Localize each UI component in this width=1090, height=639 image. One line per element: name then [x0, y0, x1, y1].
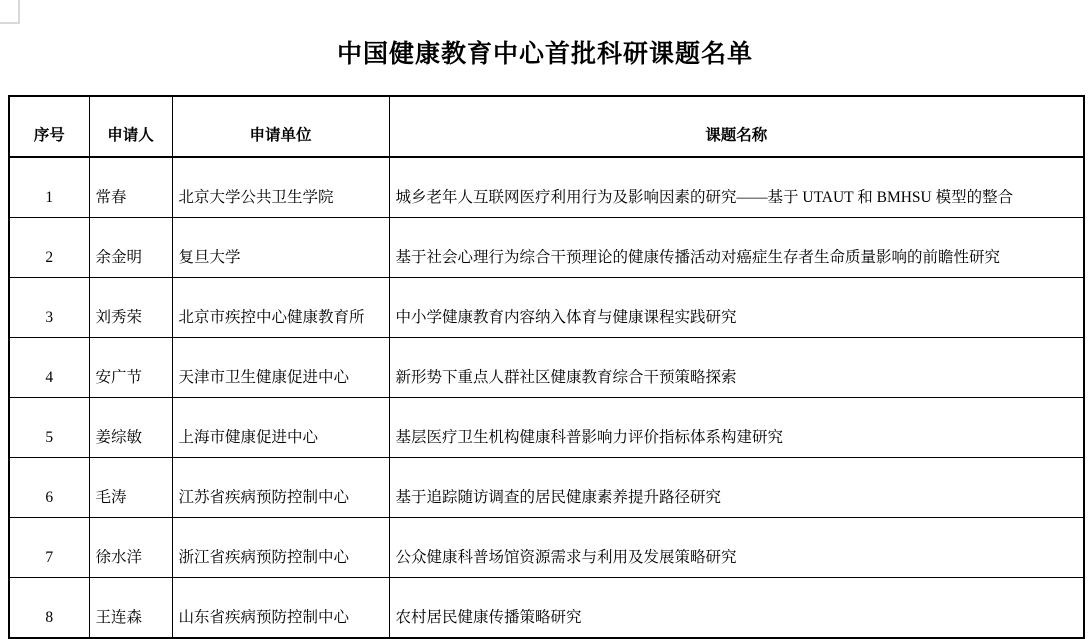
cell-unit: 复旦大学	[172, 218, 389, 278]
cell-unit: 天津市卫生健康促进中心	[172, 338, 389, 398]
table-row	[9, 398, 1084, 458]
cell-project: 基于追踪随访调查的居民健康素养提升路径研究	[389, 458, 1084, 518]
cell-applicant: 姜综敏	[89, 398, 172, 458]
cell-project: 中小学健康教育内容纳入体育与健康课程实践研究	[389, 278, 1084, 338]
cell-unit: 上海市健康促进中心	[172, 398, 389, 458]
cell-no: 1	[9, 157, 89, 218]
column-header-applicant: 申请人	[89, 96, 172, 157]
cell-applicant: 常春	[89, 157, 172, 218]
table-row	[9, 338, 1084, 398]
cell-applicant: 毛涛	[89, 458, 172, 518]
table-row	[9, 278, 1084, 338]
cell-no: 2	[9, 218, 89, 278]
cell-unit: 北京市疾控中心健康教育所	[172, 278, 389, 338]
cell-project: 新形势下重点人群社区健康教育综合干预策略探索	[389, 338, 1084, 398]
table-row	[9, 157, 1084, 218]
cell-unit: 山东省疾病预防控制中心	[172, 578, 389, 639]
cell-project: 基层医疗卫生机构健康科普影响力评价指标体系构建研究	[389, 398, 1084, 458]
research-projects-table	[8, 95, 1085, 639]
table-row	[9, 218, 1084, 278]
table-row	[9, 578, 1084, 639]
cell-applicant: 王连森	[89, 578, 172, 639]
cell-no: 5	[9, 398, 89, 458]
cell-applicant: 徐水洋	[89, 518, 172, 578]
page-title: 中国健康教育中心首批科研课题名单	[336, 40, 753, 68]
cell-no: 7	[9, 518, 89, 578]
column-header-no: 序号	[9, 96, 89, 157]
cell-unit: 浙江省疾病预防控制中心	[172, 518, 389, 578]
cell-unit: 江苏省疾病预防控制中心	[172, 458, 389, 518]
cell-unit: 北京大学公共卫生学院	[172, 157, 389, 218]
cell-project: 基于社会心理行为综合干预理论的健康传播活动对癌症生存者生命质量影响的前瞻性研究	[389, 218, 1084, 278]
cell-project: 农村居民健康传播策略研究	[389, 578, 1084, 639]
cell-applicant: 刘秀荣	[89, 278, 172, 338]
column-header-project: 课题名称	[389, 96, 1084, 157]
cell-applicant: 安广节	[89, 338, 172, 398]
column-header-unit: 申请单位	[172, 96, 389, 157]
table-row	[9, 458, 1084, 518]
table-row	[9, 518, 1084, 578]
corner-cell-artifact	[0, 0, 20, 24]
cell-no: 3	[9, 278, 89, 338]
cell-no: 8	[9, 578, 89, 639]
cell-applicant: 余金明	[89, 218, 172, 278]
table-header-row	[9, 96, 1084, 157]
cell-project: 城乡老年人互联网医疗利用行为及影响因素的研究——基于 UTAUT 和 BMHSU 模型的整合	[389, 157, 1084, 218]
cell-no: 6	[9, 458, 89, 518]
cell-no: 4	[9, 338, 89, 398]
cell-project: 公众健康科普场馆资源需求与利用及发展策略研究	[389, 518, 1084, 578]
